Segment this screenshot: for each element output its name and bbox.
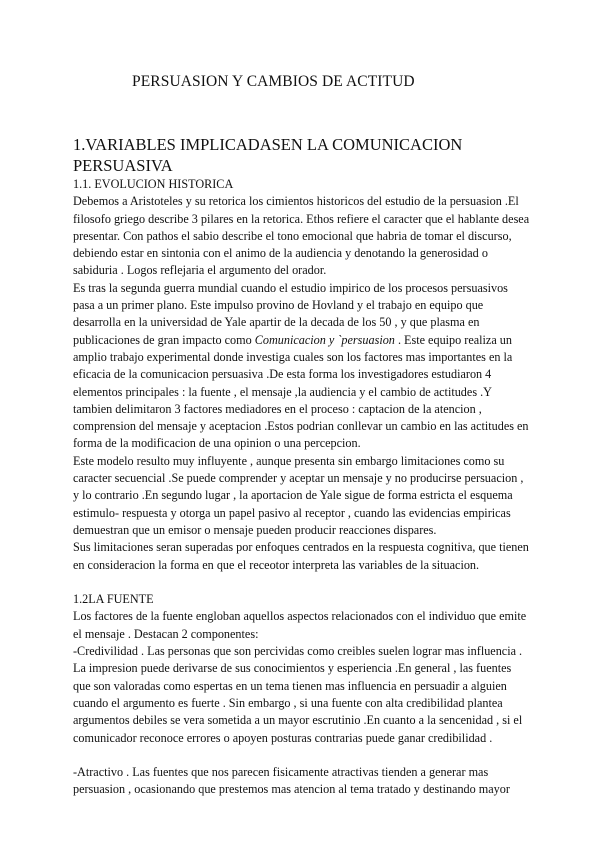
section-heading: 1.VARIABLES IMPLICADASEN LA COMUNICACION PERSUASIVA [73,135,463,175]
paragraph-atractivo: -Atractivo . Las fuentes que nos parecen fisicamente atractivas tienden a generar mas persuasion , ocasionando que prestemos mas atencion al tema tratado y destinando mayor [73,765,510,797]
subheading-fuente: 1.2LA FUENTE [73,592,154,607]
paragraph-hovland [73,280,531,453]
paragraph-aristoteles: Debemos a Aristoteles y su retorica los cimientos historicos del estudio de la persuasion .El filosofo griego describe 3 pilares en la retorica. Ethos refiere el caracter que el hablante desea presentar. Con pathos el sabio describe el tono emocional que habria de tomar el discurso, debiendo estar en sintonia con el animo de la audiencia y denotando la generosidad o sabiduria . Logos reflejaria el argumento del orador. [73,194,530,278]
paragraph-factores-fuente: Los factores de la fuente engloban aquellos aspectos relacionados con el individuo que emite el mensaje . Destacan 2 componentes: [73,609,527,641]
subheading-evolucion: 1.1. EVOLUCION HISTORICA [73,177,234,191]
document-body [73,176,531,799]
spacer [73,747,531,764]
document-title: PERSUASION Y CAMBIOS DE ACTITUD [132,73,415,90]
paragraph-hovland-text-a: Es tras la segunda guerra mundial cuando el estudio impirico de los procesos persuasivos pasa a un primer plano. Este impulso provino de Hovland y el trabajo en equipo que desarrolla en la universidad de Yale apartir de la decada de los 50 , y que plasma en publicaciones de gran impacto como [73,280,508,347]
paragraph-hovland-text-b: . Este equipo realiza un amplio trabajo experimental donde investiga cuales son los factores mas importantes en la eficacia de la comunicacion persuasiva .De esta forma los investigadores estudiaron 4 elementos principales : la fuente , el mensaje ,la audiencia y el cambio de actitudes .Y tambien delimitaron 3 factores mediadores en el proceso : captacion de la atencion , comprension del mensaje y aceptacion .Estos podrian conllevar un cambio en las actitudes en forma de la modificacion de una opinion o una percepcion. [73,332,529,451]
publication-title: Comunicacion y `persuasion [254,332,395,347]
spacer [73,574,531,591]
paragraph-limitaciones: Este modelo resulto muy influyente , aunque presenta sin embargo limitaciones como su caracter secuencial .Se puede comprender y aceptar un mensaje y no producirse persuacion , y lo contrario .En segundo lugar , la aportacion de Yale sigue de forma estricta el esquema estimulo- respuesta y otorga un papel pasivo al receptor , cuando las evidencias empiricas demuestran que un emisor o mensaje pueden producir reacciones dispares. [73,453,524,537]
paragraph-credibilidad: -Credivilidad . Las personas que son percividas como creibles suelen lograr mas influencia . La impresion puede derivarse de sus conocimientos y esperiencia .En general , las fuentes que son valoradas como espertas en un tema tienen mas influencia en persuadir a alguien cuando el argumento es fuerte . Sin embargo , si una fuente con alta credibilidad plantea argumentos debiles se vera sometida a un mayor escrutinio .En cuanto a la sencenidad , si el comunicador reconoce errores o apoyen posturas contrarias puede ganar credibilidad . [73,644,523,745]
paragraph-respuesta-cognitiva: Sus limitaciones seran superadas por enfoques centrados en la respuesta cognitiva, que tienen en consideracion la forma en que el receotor interpreta las variables de la situacion. [73,540,529,572]
